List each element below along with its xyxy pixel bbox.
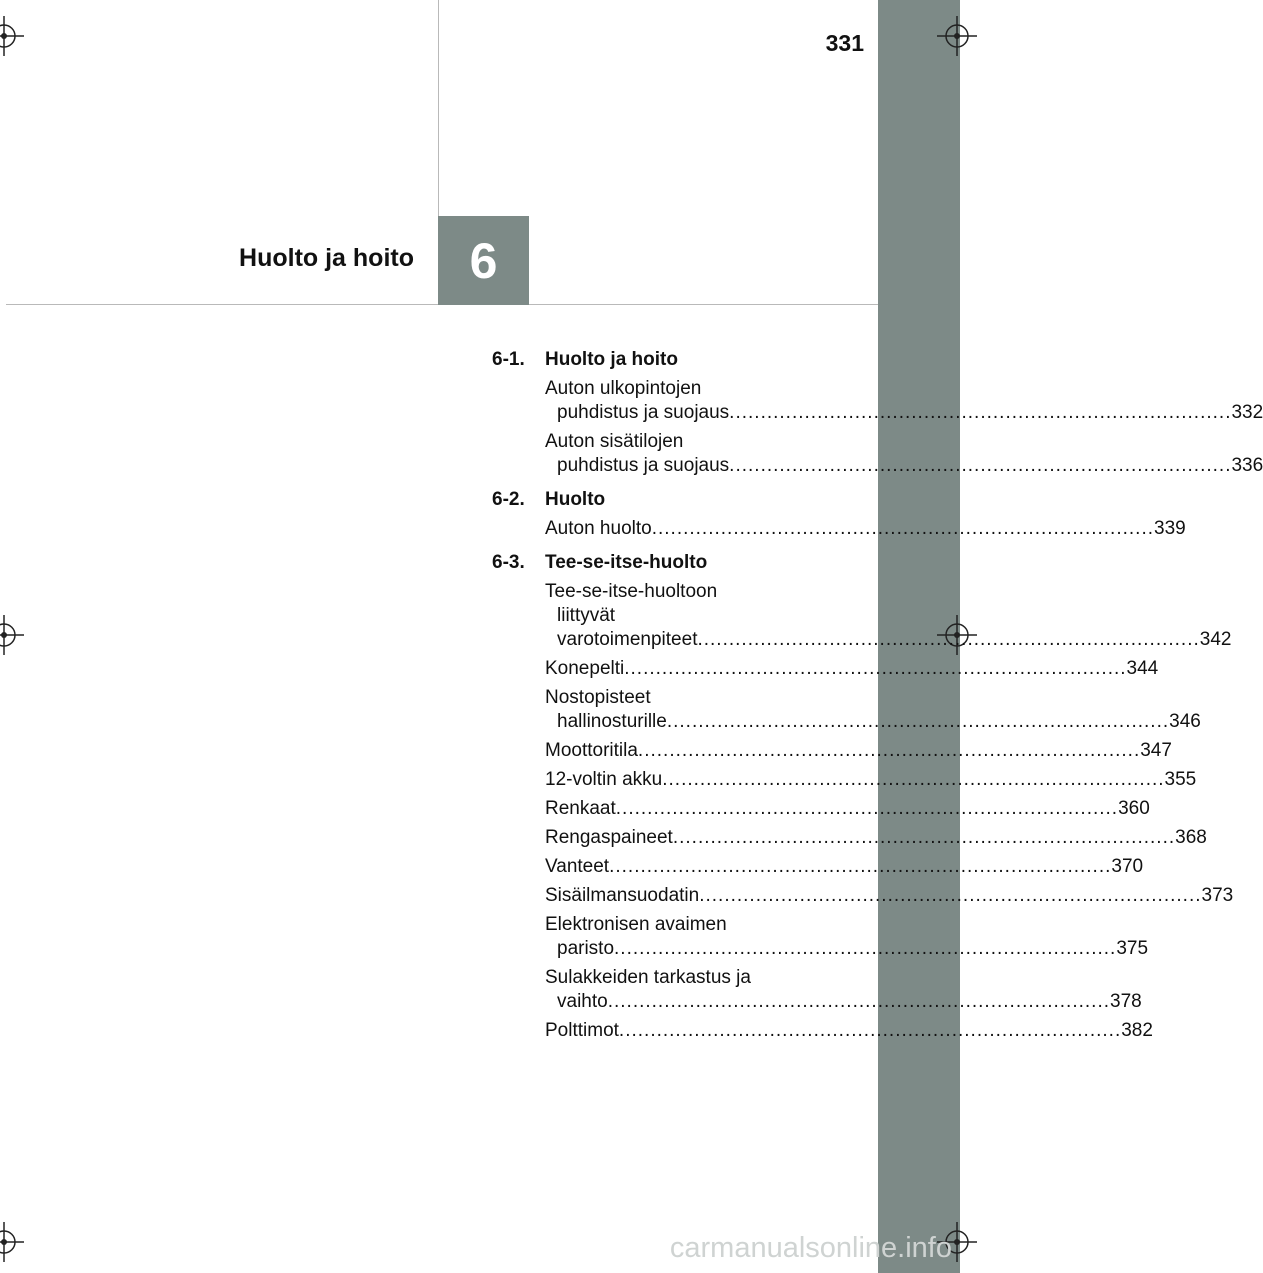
vertical-rule <box>438 0 439 216</box>
toc-entry-text: Moottoritila <box>545 740 638 761</box>
toc-page-number: 368 <box>1175 827 1207 848</box>
dot-leader: ................................................................................ <box>637 740 1141 761</box>
toc-entry-text: Sulakkeiden tarkastus ja <box>545 967 751 988</box>
toc-entry[interactable] <box>545 739 1172 763</box>
section-number: 6-3. <box>492 552 525 573</box>
toc-entry-text: Renkaat <box>545 798 616 819</box>
registration-mark-icon <box>937 16 977 56</box>
toc-entry-text: vaihto <box>557 991 608 1012</box>
toc-entry[interactable] <box>545 657 1159 681</box>
toc-entry[interactable] <box>545 580 1232 652</box>
watermark: carmanualsonline.info <box>669 1232 952 1264</box>
toc-entry-text: Elektronisen avaimen <box>545 914 727 935</box>
toc-entry-text: Auton huolto <box>545 518 652 539</box>
toc-section-heading <box>492 348 822 372</box>
toc-entry[interactable] <box>545 686 1201 734</box>
toc-entry[interactable] <box>545 768 1197 792</box>
toc-page-number: 336 <box>1231 455 1263 476</box>
toc-entry-text: Tee-se-itse-huoltoon <box>545 581 718 602</box>
dot-leader: ................................................................................ <box>615 798 1119 819</box>
chapter-title: Huolto ja hoito <box>239 244 414 272</box>
toc-entry-text: hallinosturille <box>557 711 667 732</box>
dot-leader: ................................................................................ <box>618 1020 1122 1041</box>
dot-leader: ................................................................................ <box>607 991 1111 1012</box>
toc-page-number: 332 <box>1231 402 1263 423</box>
toc-entry[interactable] <box>545 913 1149 961</box>
dot-leader: ................................................................................ <box>666 711 1170 732</box>
toc-entry-text: Vanteet <box>545 856 610 877</box>
toc-entry[interactable] <box>545 826 1207 850</box>
dot-leader: ................................................................................ <box>729 455 1232 476</box>
toc-entry-text: puhdistus ja suojaus <box>557 402 730 423</box>
toc-entry-text: liittyvät <box>557 605 616 626</box>
toc-entry-text: Auton ulkopintojen <box>545 378 702 399</box>
toc-page-number: 370 <box>1111 856 1144 877</box>
toc-page-number: 347 <box>1140 740 1172 761</box>
toc-entry-text: Auton sisätilojen <box>545 431 684 452</box>
toc-entry[interactable] <box>545 517 1186 541</box>
toc-entry[interactable] <box>545 377 1263 425</box>
dot-leader: ................................................................................ <box>672 827 1176 848</box>
toc-entry-text: Konepelti <box>545 658 625 679</box>
toc-entry[interactable] <box>545 797 1150 821</box>
chapter-number: 6 <box>469 232 498 289</box>
toc-page-number: 339 <box>1154 518 1186 539</box>
section-title: Tee-se-itse-huolto <box>545 552 708 573</box>
registration-mark-icon <box>0 1222 24 1262</box>
toc-entry-text: varotoimenpiteet <box>557 629 698 650</box>
toc-page-number: 342 <box>1199 629 1232 650</box>
table-of-contents <box>492 348 1263 1043</box>
toc-page-number: 344 <box>1126 658 1159 679</box>
toc-entry[interactable] <box>545 966 1142 1014</box>
dot-leader: ................................................................................ <box>624 658 1127 679</box>
dot-leader: ................................................................................ <box>651 518 1155 539</box>
chapter-number-box <box>438 216 529 305</box>
toc-entry-text: Sisäilmansuodatin <box>545 885 700 906</box>
section-number: 6-2. <box>492 489 525 510</box>
toc-entry[interactable] <box>545 884 1234 908</box>
dot-leader: ................................................................................ <box>609 856 1112 877</box>
registration-mark-icon <box>0 615 24 655</box>
toc-section-heading <box>492 488 822 512</box>
toc-entry-text: paristo <box>557 938 615 959</box>
toc-entry[interactable] <box>545 430 1263 478</box>
toc-entry-text: Rengaspaineet <box>545 827 673 848</box>
toc-entry-text: 12-voltin akku <box>545 769 663 790</box>
toc-entry-text: puhdistus ja suojaus <box>557 455 730 476</box>
dot-leader: ................................................................................ <box>729 402 1232 423</box>
toc-page-number: 382 <box>1121 1020 1153 1041</box>
dot-leader: ................................................................................ <box>614 938 1117 959</box>
toc-page-number: 360 <box>1118 798 1150 819</box>
section-number: 6-1. <box>492 349 525 370</box>
toc-page-number: 378 <box>1110 991 1142 1012</box>
toc-entry[interactable] <box>545 855 1144 879</box>
toc-entry-text: Nostopisteet <box>545 687 651 708</box>
toc-page-number: 346 <box>1169 711 1201 732</box>
toc-section-heading <box>492 551 822 575</box>
toc-page-number: 355 <box>1164 769 1197 790</box>
toc-entry-text: Polttimot <box>545 1020 619 1041</box>
toc-page-number: 373 <box>1201 885 1234 906</box>
section-title: Huolto <box>545 489 606 510</box>
dot-leader: ................................................................................ <box>662 769 1165 790</box>
dot-leader: ................................................................................ <box>699 885 1202 906</box>
dot-leader: ................................................................................ <box>697 629 1200 650</box>
toc-page-number: 375 <box>1116 938 1149 959</box>
registration-mark-icon <box>0 16 24 56</box>
page-number: 331 <box>825 30 864 56</box>
section-title: Huolto ja hoito <box>545 349 678 370</box>
toc-entry[interactable] <box>545 1019 1153 1043</box>
